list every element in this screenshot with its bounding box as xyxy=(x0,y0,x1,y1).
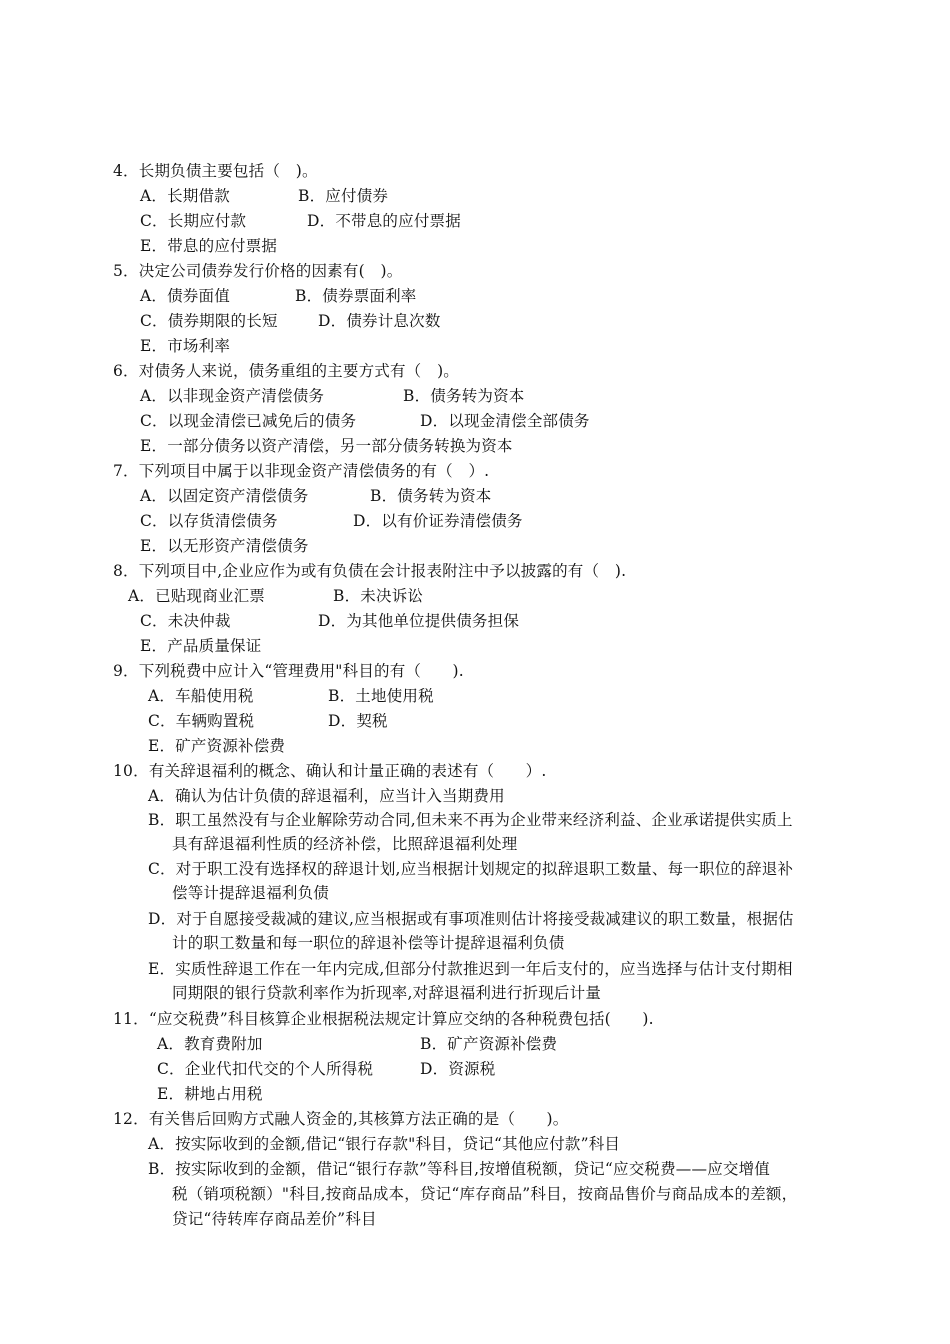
option: D．契税 xyxy=(328,712,388,730)
option: A．债券面值 xyxy=(140,287,230,305)
option: A．以非现金资产清偿债务 xyxy=(140,387,325,405)
option: C．以存货清偿债务 xyxy=(140,512,278,530)
question-stem: 6．对债务人来说，债务重组的主要方式有（ )。 xyxy=(113,362,460,380)
question-stem: 10．有关辞退福利的概念、确认和计量正确的表述有（ ）. xyxy=(113,762,547,780)
option-continuation: 具有辞退福利性质的经济补偿，比照辞退福利处理 xyxy=(172,835,518,853)
option: D．不带息的应付票据 xyxy=(307,212,461,230)
question-stem: 12．有关售后回购方式融人资金的,其核算方法正确的是（ )。 xyxy=(113,1110,569,1128)
option-continuation: 计的职工数量和每一职位的辞退补偿等计提辞退福利负债 xyxy=(172,934,565,952)
option: A．长期借款 xyxy=(140,187,230,205)
option: A．以固定资产清偿债务 xyxy=(140,487,309,505)
option: C．未决仲裁 xyxy=(140,612,231,630)
option: C．对于职工没有选择权的辞退计划,应当根据计划规定的拟辞退职工数量、每一职位的辞退补 xyxy=(148,860,794,878)
question-stem: 4．长期负债主要包括（ )。 xyxy=(113,162,318,180)
option: A．教育费附加 xyxy=(157,1035,263,1053)
option: C．以现金清偿已减免后的债务 xyxy=(140,412,357,430)
option: A．车船使用税 xyxy=(148,687,254,705)
option: E．实质性辞退工作在一年内完成,但部分付款推迟到一年后支付的，应当选择与估计支付期相 xyxy=(148,960,793,978)
option: B．债务转为资本 xyxy=(403,387,525,405)
question-stem: 8．下列项目中,企业应作为或有负债在会计报表附注中予以披露的有（ ). xyxy=(113,562,627,580)
option: C．车辆购置税 xyxy=(148,712,255,730)
question-stem: 11．“应交税费”科目核算企业根据税法规定计算应交纳的各种税费包括( ). xyxy=(113,1010,654,1028)
option: C．债券期限的长短 xyxy=(140,312,278,330)
option: B．应付债券 xyxy=(298,187,389,205)
option-continuation: 贷记“待转库存商品差价”科目 xyxy=(172,1210,377,1228)
option: B．未决诉讼 xyxy=(333,587,424,605)
option: A．确认为估计负债的辞退福利，应当计入当期费用 xyxy=(148,787,505,805)
option-continuation: 偿等计提辞退福利负债 xyxy=(172,884,330,902)
option: D．以有价证券清偿债务 xyxy=(353,512,523,530)
option: C．长期应付款 xyxy=(140,212,247,230)
option: A．已贴现商业汇票 xyxy=(128,587,265,605)
option: D．为其他单位提供债务担保 xyxy=(318,612,520,630)
option: B．债券票面利率 xyxy=(295,287,417,305)
question-stem: 7．下列项目中属于以非现金资产清偿债务的有（ ）. xyxy=(113,462,490,480)
option: C．企业代扣代交的个人所得税 xyxy=(157,1060,374,1078)
option: D．资源税 xyxy=(420,1060,496,1078)
option: E．产品质量保证 xyxy=(140,637,262,655)
option: B．债务转为资本 xyxy=(370,487,492,505)
option: D．债券计息次数 xyxy=(318,312,441,330)
option: E．一部分债务以资产清偿，另一部分债务转换为资本 xyxy=(140,437,513,455)
option: D．以现金清偿全部债务 xyxy=(420,412,590,430)
option: D．对于自愿接受裁减的建议,应当根据或有事项准则估计将接受裁减建议的职工数量，根据估 xyxy=(148,910,794,928)
option: B．矿产资源补偿费 xyxy=(420,1035,558,1053)
option: A．按实际收到的金额,借记“银行存款"科目，贷记“其他应付款”科目 xyxy=(148,1135,621,1153)
option-continuation: 同期限的银行贷款利率作为折现率,对辞退福利进行折现后计量 xyxy=(172,984,602,1002)
option: E．以无形资产清偿债务 xyxy=(140,537,309,555)
question-stem: 9．下列税费中应计入“管理费用"科目的有（ ). xyxy=(113,662,464,680)
option: B．土地使用税 xyxy=(328,687,434,705)
question-stem: 5．决定公司债券发行价格的因素有( )。 xyxy=(113,262,403,280)
option: B．按实际收到的金额，借记“银行存款”等科目,按增值税额，贷记“应交税费——应交增值 xyxy=(148,1160,770,1178)
option: E．带息的应付票据 xyxy=(140,237,278,255)
option: E．耕地占用税 xyxy=(157,1085,263,1103)
option: E．矿产资源补偿费 xyxy=(148,737,286,755)
option-continuation: 税（销项税额）"科目,按商品成本，贷记“库存商品”科目，按商品售价与商品成本的差额， xyxy=(172,1185,798,1203)
option: B．职工虽然没有与企业解除劳动合同,但未来不再为企业带来经济利益、企业承诺提供实质上 xyxy=(148,811,793,829)
option: E．市场利率 xyxy=(140,337,231,355)
